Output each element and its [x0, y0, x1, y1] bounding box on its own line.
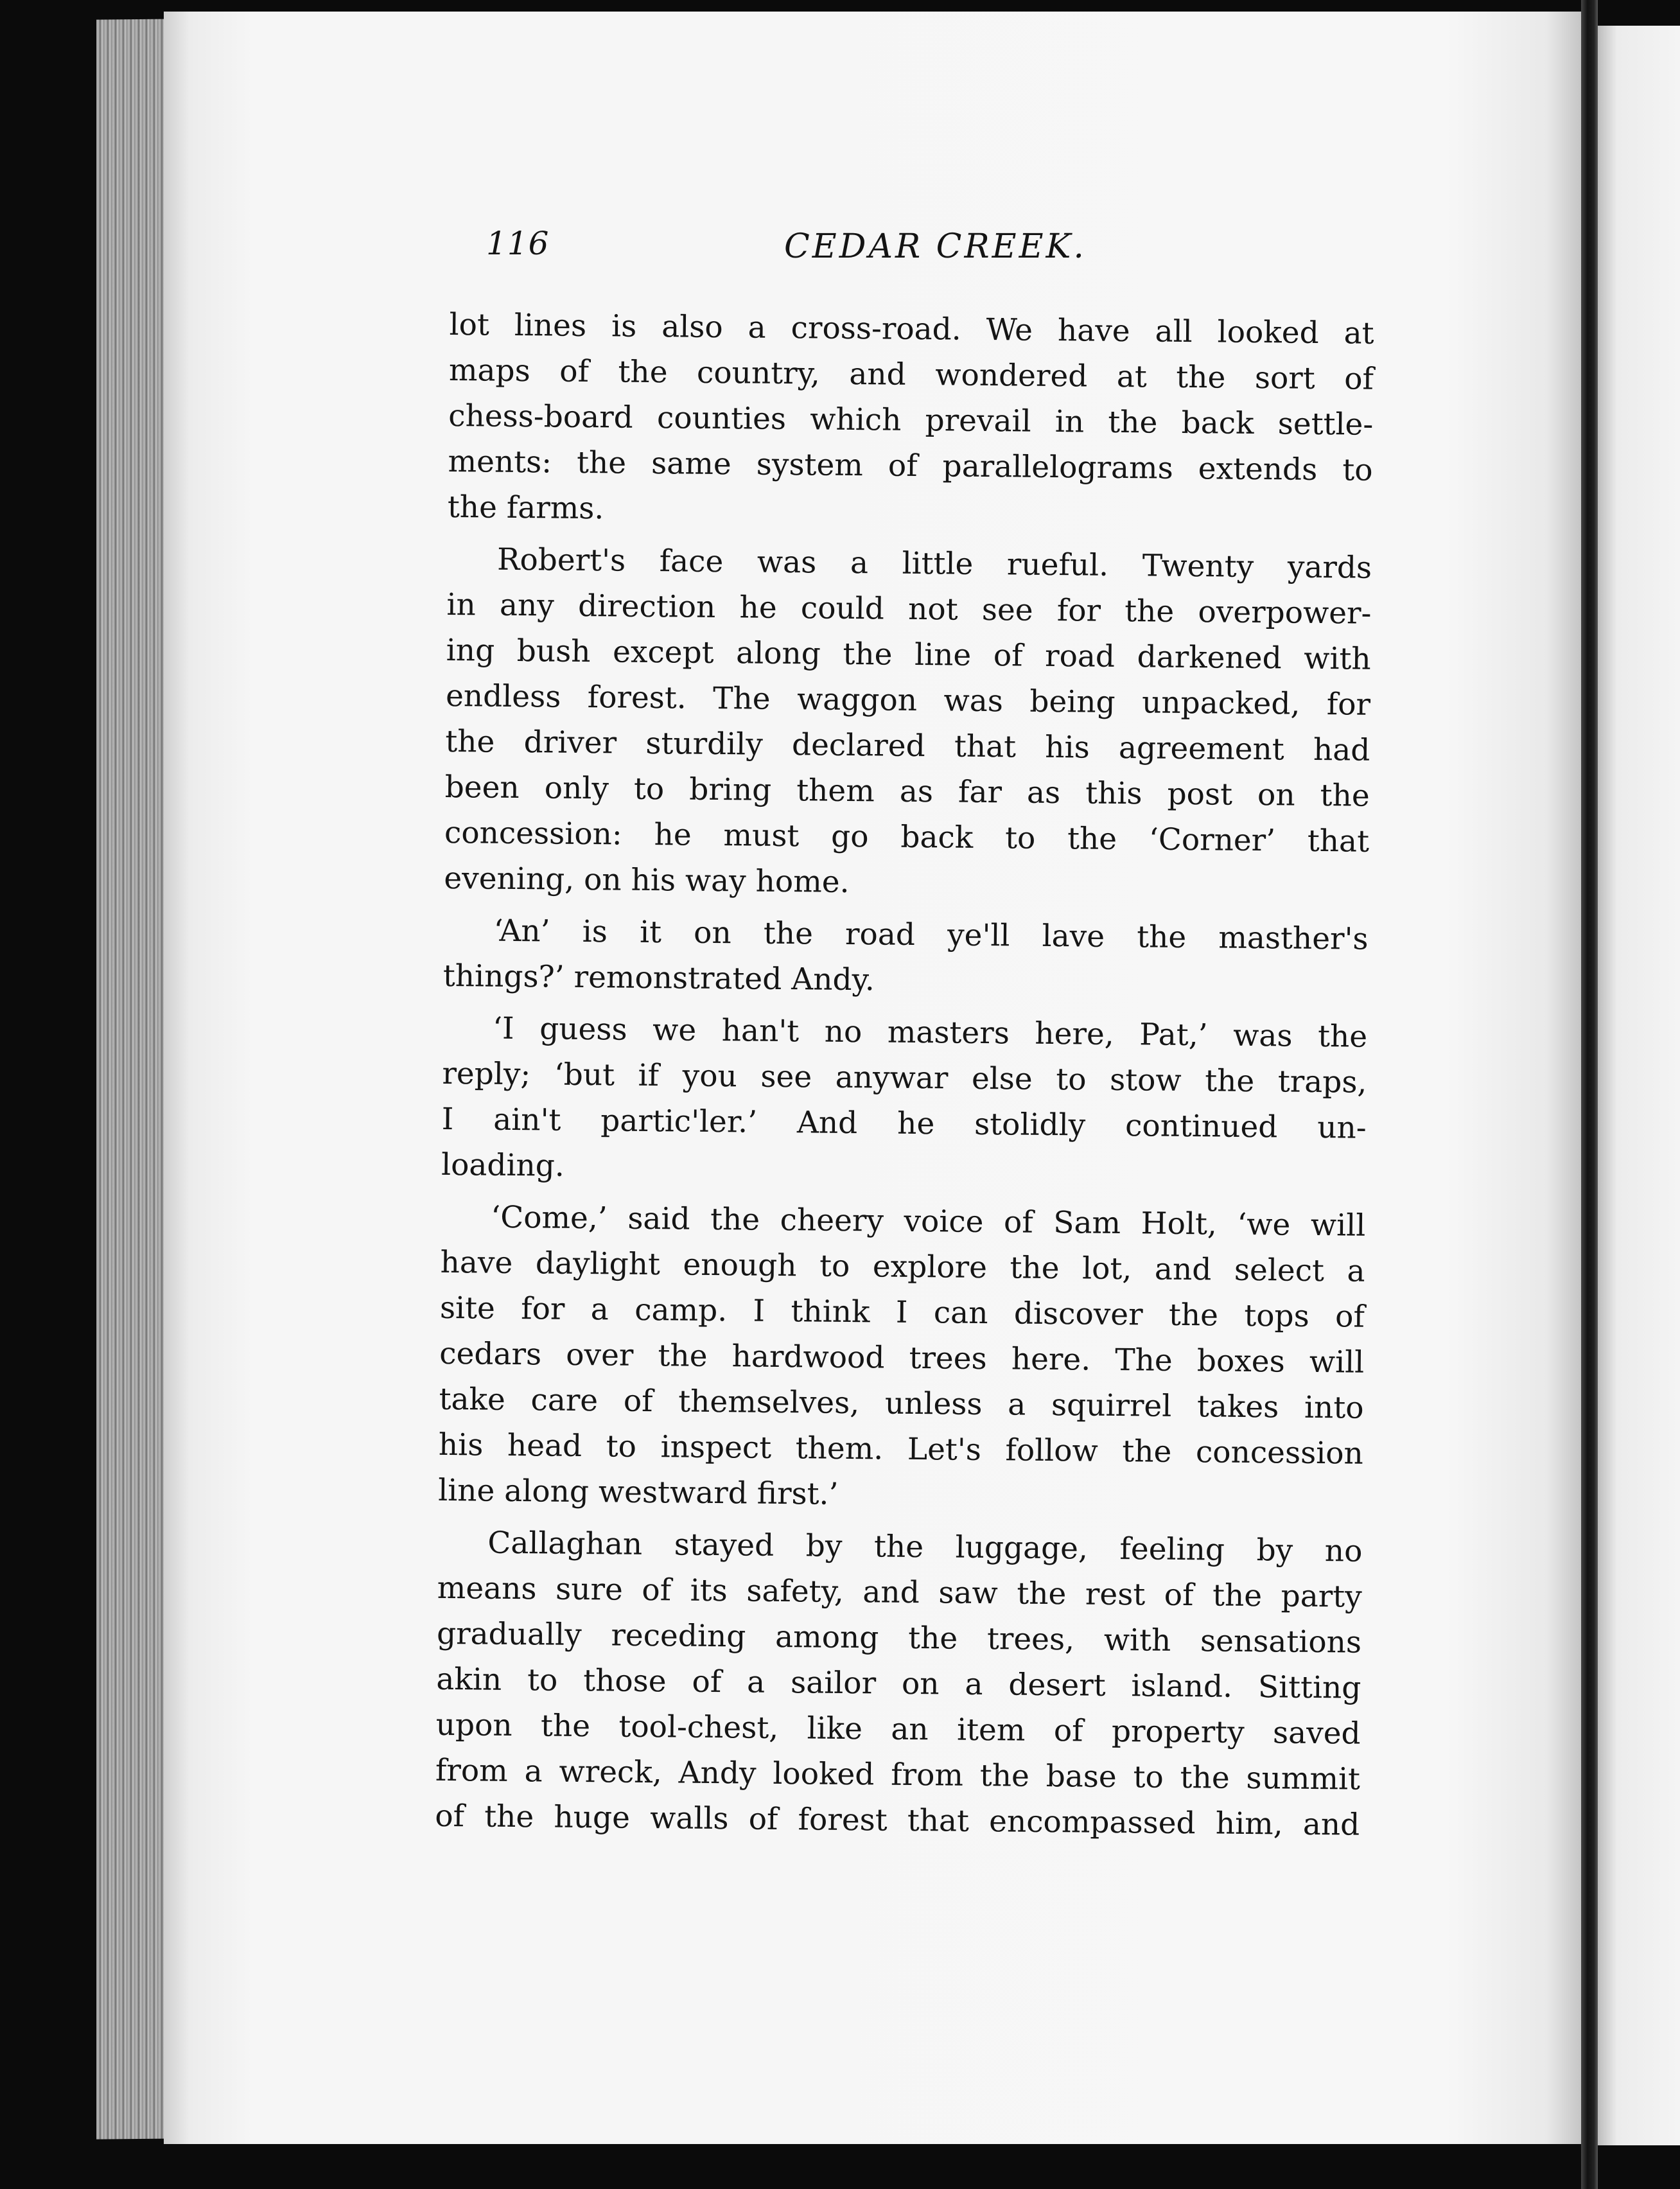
paragraph [438, 1194, 1366, 1522]
text-line: of the huge walls of forest that encompassed him, and [435, 1798, 1360, 1843]
text-line: chess-board counties which prevail in the back settle- [448, 398, 1374, 443]
text-line: means sure of its safety, and saw the rest of the party [437, 1570, 1362, 1615]
text-line: site for a camp. I think I can discover the tops of [439, 1290, 1365, 1335]
text-line: upon the tool-chest, like an item of property saved [435, 1707, 1361, 1752]
text-line: in any direction he could not see for the overpower- [446, 586, 1372, 631]
text-line: take care of themselves, unless a squirrel takes into [439, 1381, 1364, 1426]
book-gutter [1581, 0, 1598, 2189]
text-line: been only to bring them as far as this post on the [444, 769, 1370, 814]
text-line: lot lines is also a cross-road. We have all looked at [449, 306, 1374, 351]
page-number: 116 [486, 225, 550, 262]
text-line: ‘I guess we han't no masters here, Pat,’ was the [492, 1010, 1368, 1055]
text-line: reply; ‘but if you see anywar else to stow the traps, [442, 1055, 1367, 1100]
text-line: his head to inspect them. Let's follow the concession [438, 1427, 1364, 1472]
text-line: from a wreck, Andy looked from the base to the summit [435, 1752, 1361, 1797]
text-line: line along westward first.’ [437, 1472, 839, 1512]
body-text [435, 302, 1374, 1854]
text-line: akin to those of a sailor on a desert island. Sitting [436, 1661, 1361, 1706]
text-line: loading. [441, 1147, 565, 1184]
text-line: endless forest. The waggon was being unpacked, for [445, 678, 1371, 723]
text-line: cedars over the hardwood trees here. The boxes will [439, 1335, 1365, 1380]
page-header [478, 225, 1378, 276]
running-title: CEDAR CREEK. [784, 227, 1087, 266]
text-line: the driver sturdily declared that his agreement had [445, 723, 1370, 768]
text-line: Robert's face was a little rueful. Twenty yards [496, 541, 1372, 586]
text-line: ‘Come,’ said the cheery voice of Sam Holt, ‘we will [491, 1199, 1366, 1244]
text-line: Callaghan stayed by the luggage, feeling by no [487, 1525, 1363, 1569]
text-line: maps of the country, and wondered at the sort of [448, 352, 1374, 397]
paragraph [441, 1005, 1368, 1197]
text-line: ‘An’ is it on the road ye'll lave the masther's [493, 913, 1369, 957]
text-line: things?’ remonstrated Andy. [442, 958, 875, 998]
text-line: ments: the same system of parallelograms extends to [448, 443, 1373, 488]
text-line: have daylight enough to explore the lot, and select a [440, 1244, 1365, 1289]
paragraph [443, 908, 1369, 1008]
text-line: the farms. [447, 489, 604, 527]
paragraph [448, 302, 1374, 539]
text-line: gradually receding among the trees, with sensations [436, 1615, 1362, 1660]
text-line: I ain't partic'ler.’ And he stolidly continued un- [441, 1101, 1367, 1146]
facing-page-edge [1598, 26, 1680, 2145]
text-line: ing bush except along the line of road darkened with [446, 632, 1371, 677]
paragraph [435, 1520, 1363, 1848]
text-line: concession: he must go back to the ‘Corner’ that [444, 814, 1370, 859]
paragraph [444, 536, 1372, 910]
text-line: evening, on his way home. [444, 860, 850, 901]
